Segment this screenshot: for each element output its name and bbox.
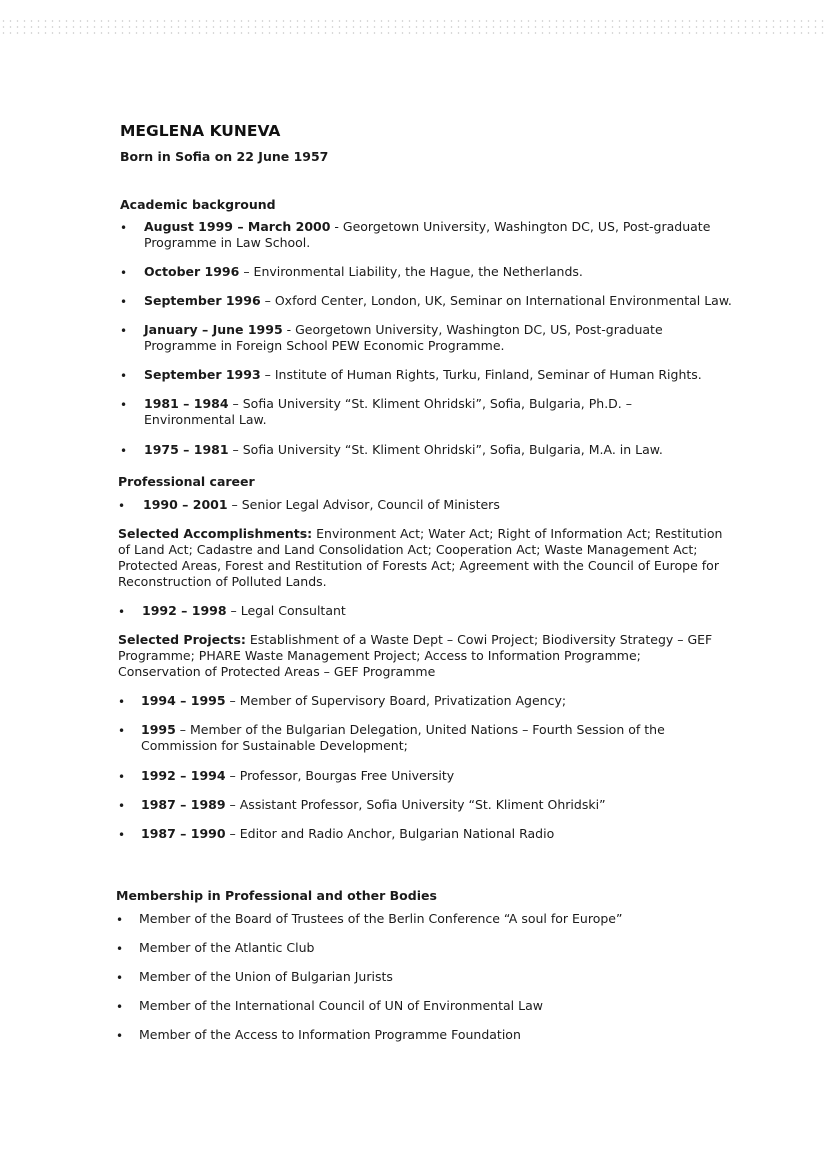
item-date: 1990 – 2001 [143,497,228,512]
academic-heading: Academic background [120,197,276,212]
projects-paragraph [118,632,718,680]
bullet: • [120,295,128,309]
academic-item [144,322,684,354]
academic-item [144,264,744,280]
bullet: • [120,398,128,412]
item-separator: – [175,722,190,737]
career-item [141,693,741,709]
accomplishments-label: Selected Accomplishments: [118,526,313,541]
accomplishments-text: Environment Act; Water Act; Right of Information Act; Restitution of Land Act; Cadastre and Land Consolidation Act; Cooperation Act; Waste Management Act; Protected Areas, Forest and Restitution of Forests Act; Agreement with the Council of Europe for Reconstruction of Polluted Lands. [118,526,723,589]
academic-item [144,396,724,428]
item-separator: – [225,797,240,812]
item-date: January – June 1995 [144,322,283,337]
item-separator: – [225,826,240,841]
item-date: 1987 – 1989 [141,797,226,812]
item-text: Georgetown University, Washington DC, US, Post-graduate Programme in Law School. [144,219,711,250]
membership-item: Member of the Access to Information Programme Foundation [139,1027,521,1042]
item-text: Member of the Bulgarian Delegation, United Nations – Fourth Session of the Commission for Sustainable Development; [141,722,665,753]
item-separator: – [225,693,240,708]
item-separator: – [260,367,275,382]
bullet: • [120,369,128,383]
bullet: • [116,913,124,927]
bullet: • [120,444,128,458]
bullet: • [116,942,124,956]
career-item [141,768,741,784]
item-separator: - [282,322,296,337]
item-separator: – [239,264,254,279]
bullet: • [116,1029,124,1043]
membership-item: Member of the Atlantic Club [139,940,315,955]
bullet: • [118,770,126,784]
item-separator: – [260,293,275,308]
bullet: • [120,324,128,338]
career-item [142,603,742,619]
academic-item [144,293,764,309]
bullet: • [120,266,128,280]
item-separator: - [330,219,343,234]
bullet: • [120,221,128,235]
item-date: 1994 – 1995 [141,693,226,708]
item-text: Sofia University “St. Kliment Ohridski”, Sofia, Bulgaria, Ph.D. – Environmental Law. [144,396,632,427]
item-date: August 1999 – March 2000 [144,219,331,234]
item-text: Sofia University “St. Kliment Ohridski”, Sofia, Bulgaria, M.A. in Law. [242,442,663,457]
item-text: Professor, Bourgas Free University [239,768,455,783]
item-text: Georgetown University, Washington DC, US, Post-graduate Programme in Foreign School PEW Economic Programme. [144,322,663,353]
academic-item [144,219,714,251]
item-text: Environmental Liability, the Hague, the Netherlands. [253,264,583,279]
item-date: September 1996 [144,293,261,308]
career-item [143,497,743,513]
projects-text: Establishment of a Waste Dept – Cowi Project; Biodiversity Strategy – GEF Programme; PHARE Waste Management Project; Access to Information Programme; Conservation of Protected Areas – GEF Programme [118,632,713,679]
item-separator: – [228,442,243,457]
bullet: • [116,1000,124,1014]
bullet: • [118,799,126,813]
career-heading: Professional career [118,474,255,489]
bullet: • [118,724,126,738]
item-text: Editor and Radio Anchor, Bulgarian National Radio [239,826,555,841]
item-date: 1995 [141,722,176,737]
projects-label: Selected Projects: [118,632,246,647]
birth-info: Born in Sofia on 22 June 1957 [120,149,329,164]
item-text: Member of Supervisory Board, Privatization Agency; [239,693,567,708]
item-date: 1992 – 1998 [142,603,227,618]
item-date: 1981 – 1984 [144,396,229,411]
bullet: • [118,828,126,842]
item-text: Institute of Human Rights, Turku, Finland, Seminar of Human Rights. [274,367,702,382]
item-separator: – [227,497,242,512]
item-date: 1975 – 1981 [144,442,229,457]
bullet: • [118,695,126,709]
cv-name: MEGLENA KUNEVA [120,122,281,140]
item-text: Legal Consultant [240,603,346,618]
career-item [141,826,741,842]
academic-item [144,442,744,458]
item-separator: – [228,396,243,411]
item-text: Oxford Center, London, UK, Seminar on International Environmental Law. [274,293,732,308]
item-date: October 1996 [144,264,240,279]
bullet: • [118,499,126,513]
career-item [141,722,671,754]
bullet: • [118,605,126,619]
item-date: 1992 – 1994 [141,768,226,783]
item-date: 1987 – 1990 [141,826,226,841]
item-date: September 1993 [144,367,261,382]
membership-item: Member of the Board of Trustees of the Berlin Conference “A soul for Europe” [139,911,623,926]
career-item [141,797,741,813]
item-text: Assistant Professor, Sofia University “St. Kliment Ohridski” [239,797,606,812]
membership-item: Member of the International Council of UN of Environmental Law [139,998,543,1013]
academic-item [144,367,744,383]
item-separator: – [225,768,240,783]
accomplishments-paragraph [118,526,726,590]
bullet: • [116,971,124,985]
membership-item: Member of the Union of Bulgarian Jurists [139,969,393,984]
item-text: Senior Legal Advisor, Council of Ministers [241,497,500,512]
membership-heading: Membership in Professional and other Bodies [116,888,437,903]
item-separator: – [226,603,241,618]
